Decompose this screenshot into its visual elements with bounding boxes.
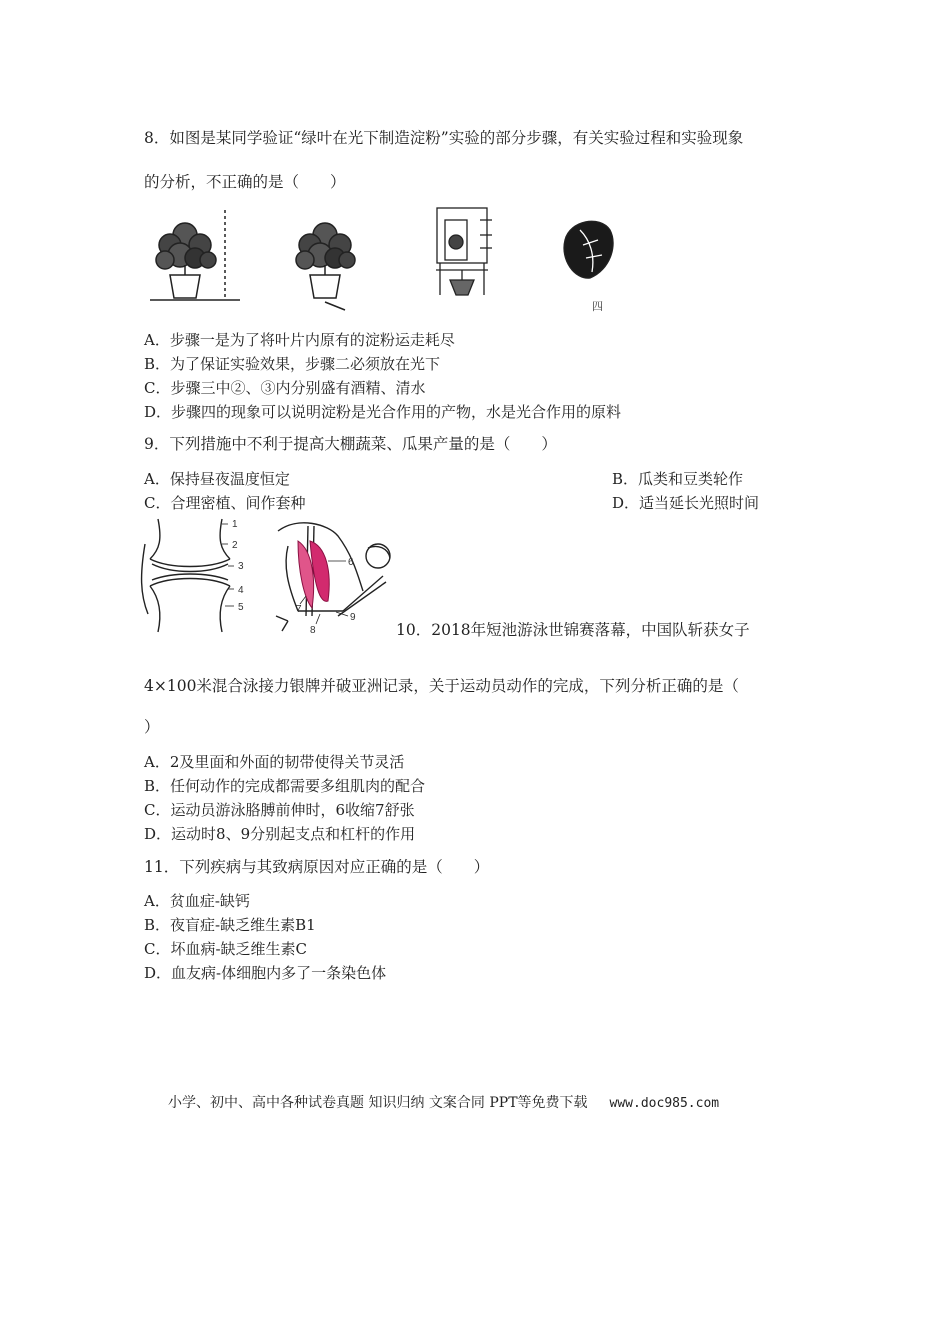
- q10-stem-line1: 10．2018年短池游泳世锦赛落幕，中国队斩获女子: [396, 621, 750, 639]
- q10-option-a: A．2及里面和外面的韧带使得关节灵活: [144, 753, 405, 771]
- q8-option-c: C．步骤三中②、③内分别盛有酒精、清水: [144, 379, 426, 397]
- joint-structure-figure: [140, 514, 260, 634]
- q8-option-d: D．步骤四的现象可以说明淀粉是光合作用的产物，水是光合作用的原料: [144, 403, 622, 421]
- arm-label-8: 8: [310, 625, 316, 636]
- q11-stem: 11．下列疾病与其致病原因对应正确的是（ ）: [144, 858, 490, 876]
- q8-stem-line1: 8．如图是某同学验证“绿叶在光下制造淀粉”实验的部分步骤，有关实验过程和实验现象: [144, 129, 744, 147]
- footer-url-link[interactable]: www.doc985.com: [609, 1096, 720, 1111]
- q11-option-d: D．血友病-体细胞内多了一条染色体: [144, 964, 387, 982]
- step1-plant-illustration: [150, 210, 240, 300]
- photosynthesis-steps-figure: [140, 200, 630, 320]
- joint-label-2: 2: [232, 540, 238, 551]
- step2-plant-illustration: [296, 223, 355, 310]
- q9-stem: 9．下列措施中不利于提高大棚蔬菜、瓜果产量的是（ ）: [144, 435, 557, 453]
- q10-option-b: B．任何动作的完成都需要多组肌肉的配合: [144, 777, 426, 795]
- arm-label-6: 6: [348, 557, 354, 568]
- joint-label-5: 5: [238, 602, 244, 613]
- page-footer: [168, 1092, 719, 1112]
- joint-label-4: 4: [238, 585, 244, 596]
- q9-option-a: A．保持昼夜温度恒定: [144, 470, 290, 488]
- q8-option-b: B．为了保证实验效果，步骤二必须放在光下: [144, 355, 441, 373]
- arm-label-9: 9: [350, 612, 356, 623]
- q11-option-a: A．贫血症-缺钙: [144, 892, 250, 910]
- joint-label-1: 1: [232, 519, 238, 530]
- q11-option-c: C．坏血病-缺乏维生素C: [144, 940, 308, 958]
- joint-label-3: 3: [238, 561, 244, 572]
- q10-option-d: D．运动时8、9分别起支点和杠杆的作用: [144, 825, 416, 843]
- q10-stem-line2: 4×100米混合泳接力银牌并破亚洲记录，关于运动员动作的完成，下列分析正确的是（: [144, 677, 739, 695]
- arm-muscle-figure: [268, 516, 398, 636]
- step4-label: 四: [592, 301, 603, 313]
- q8-option-a: A．步骤一是为了将叶片内原有的淀粉运走耗尽: [144, 331, 455, 349]
- arm-label-7: 7: [296, 604, 302, 615]
- q11-option-b: B．夜盲症-缺乏维生素B1: [144, 916, 316, 934]
- q9-option-d: D．适当延长光照时间: [612, 494, 760, 512]
- q8-stem-line2: 的分析，不正确的是（ ）: [144, 173, 346, 191]
- q10-option-c: C．运动员游泳胳膊前伸时，6收缩7舒张: [144, 801, 415, 819]
- step4-leaf-illustration: [564, 221, 613, 278]
- q9-option-c: C．合理密植、间作套种: [144, 494, 306, 512]
- q9-option-b: B．瓜类和豆类轮作: [612, 470, 744, 488]
- footer-text: 小学、初中、高中各种试卷真题 知识归纳 文案合同 PPT等免费下载: [168, 1095, 588, 1111]
- q10-stem-line3: ）: [144, 718, 160, 736]
- step3-water-bath-illustration: [436, 208, 492, 295]
